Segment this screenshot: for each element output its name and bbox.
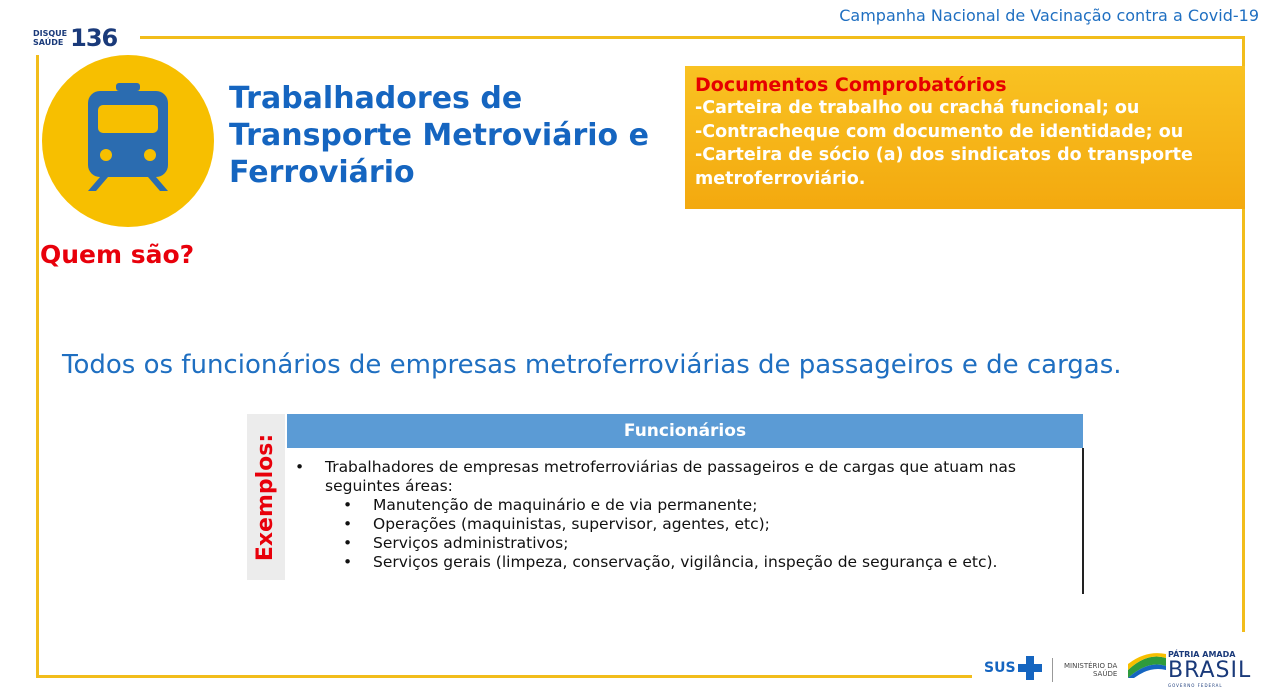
title-line: Transporte Metroviário e [229,118,649,153]
frame-left-border [36,55,39,677]
who-heading: Quem são? [40,240,195,269]
document-line: metroferroviário. [695,168,866,189]
sub-list-item [295,553,1075,572]
disque-number: 136 [70,24,118,52]
table-header: Funcionários [287,414,1083,448]
campaign-title: Campanha Nacional de Vacinação contra a Covid-19 [839,6,1259,25]
disque-label: DISQUE [33,29,68,38]
ministerio-logo [1064,662,1117,678]
documents-box [685,66,1245,209]
examples-label: Exemplos: [253,433,279,561]
bullet-icon: • [343,496,353,514]
document-line: -Carteira de trabalho ou crachá funcional; ou [695,98,1140,118]
frame-bottom-border [36,675,976,678]
list-item [295,458,1075,496]
footer-logos [972,632,1252,698]
governo-federal-label: GOVERNO FEDERAL [1168,683,1223,688]
bullet-icon: • [343,515,353,533]
hero-circle [42,55,214,227]
saude-label: SAÚDE [33,38,64,47]
sus-label: SUS [984,660,1016,676]
documents-title: Documentos Comprobatórios [695,74,1007,96]
list-item-text: seguintes áreas: [325,477,453,495]
description-text: Todos os funcionários de empresas metroferroviárias de passageiros e de cargas. [62,350,1122,380]
ministerio-label: MINISTÉRIO DA [1064,662,1118,670]
list-item-text: Trabalhadores de empresas metroferroviárias de passageiros e de cargas que atuam nas [325,458,1016,476]
document-line: -Contracheque com documento de identidade; ou [695,121,1184,142]
bullet-icon: • [343,534,353,552]
document-line: -Carteira de sócio (a) dos sindicatos do transporte [695,145,1193,165]
brasil-flag-icon [1128,652,1166,678]
title-line: Ferroviário [229,155,415,190]
sub-list-item-text: Operações (maquinistas, supervisor, agentes, etc); [373,515,770,533]
table-right-border [1082,448,1084,594]
sub-list-item-text: Manutenção de maquinário e de via permanente; [373,496,758,514]
train-icon [82,83,174,195]
saude-ministry-label: SAÚDE [1092,670,1118,678]
patria-amada-label: PÁTRIA AMADA [1168,650,1236,659]
examples-list [295,458,1075,572]
sub-list-item [295,515,1075,534]
frame-top-border [140,36,1244,39]
bullet-icon: • [343,553,353,571]
logo-divider [1052,658,1053,682]
disque-saude-logo [33,24,117,52]
sub-list-item-text: Serviços administrativos; [373,534,569,552]
page-title [229,80,649,191]
brasil-label: BRASIL [1168,658,1252,683]
examples-label-box [247,414,285,580]
sub-list-item [295,496,1075,515]
sub-list-item [295,534,1075,553]
sus-logo [984,656,1042,680]
title-line: Trabalhadores de [229,81,523,116]
cross-icon [1018,656,1042,680]
bullet-icon: • [295,458,305,476]
sub-list-item-text: Serviços gerais (limpeza, conservação, vigilância, inspeção de segurança e etc). [373,553,998,571]
